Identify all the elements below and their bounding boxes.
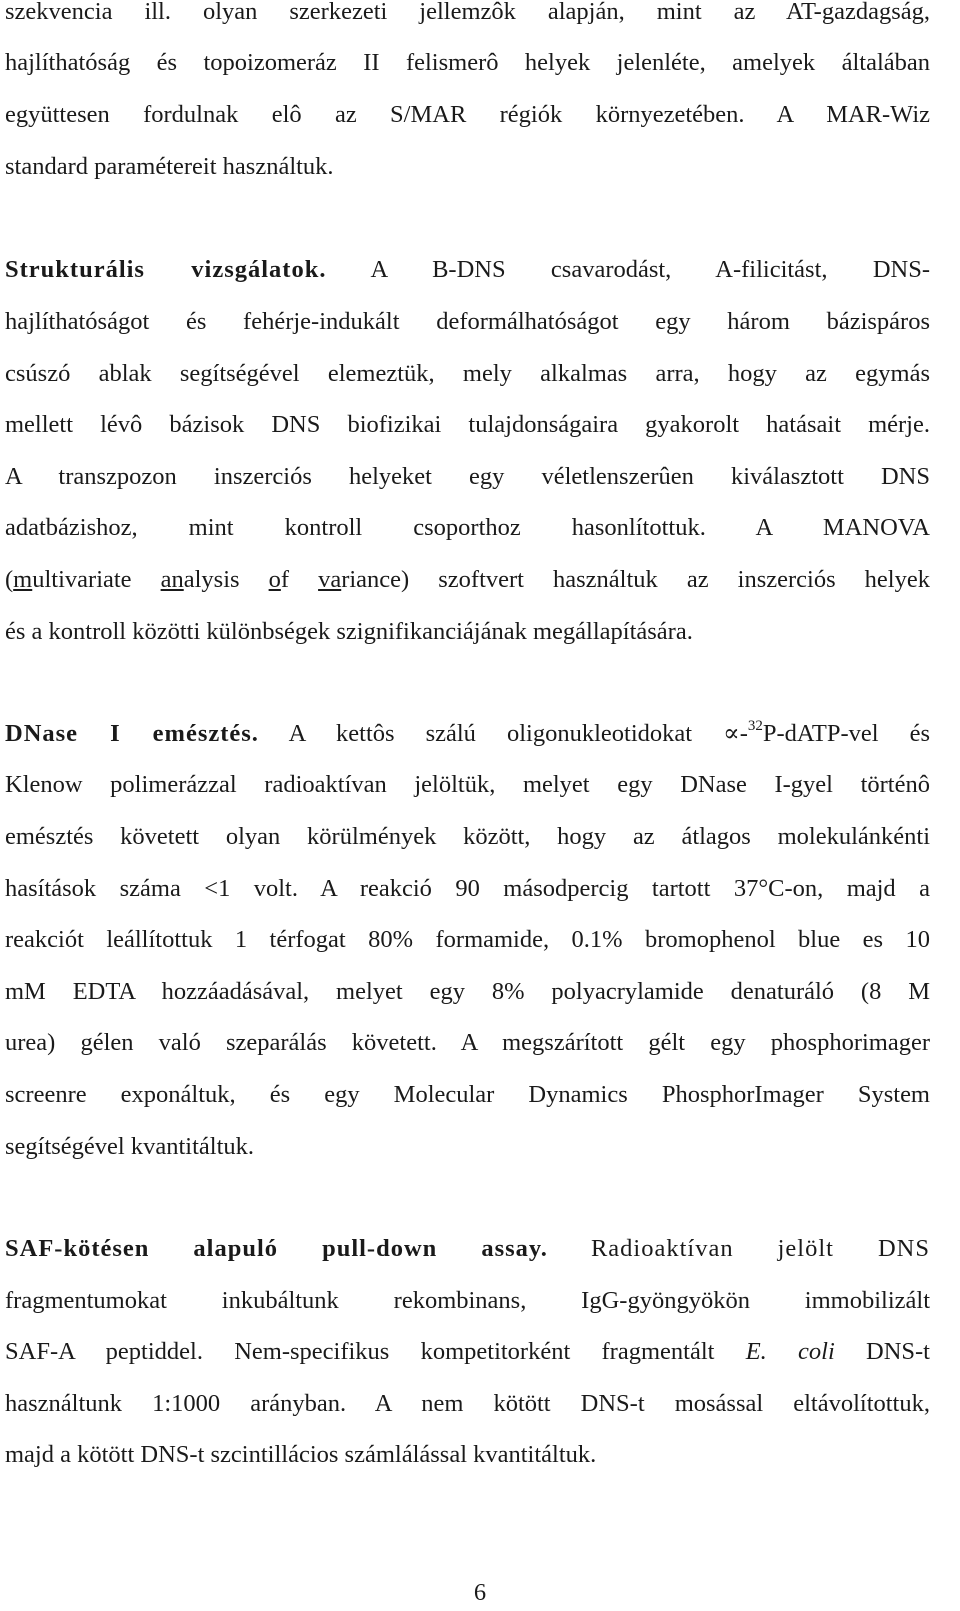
text-line: és a kontroll közötti különbségek szignifikanciájának megállapítására. bbox=[5, 618, 693, 645]
text-line: hajlíthatóság és topoizomeráz II felismerô helyek jelenléte, amelyek általában bbox=[5, 49, 930, 76]
section-heading: DNase I emésztés. bbox=[5, 720, 259, 747]
section-first-line bbox=[5, 255, 930, 285]
text-run: A kettôs szálú oligonukleotidokat bbox=[288, 720, 693, 747]
section-first-line bbox=[5, 719, 930, 749]
text-line: emésztés követett olyan körülmények között, hogy az átlagos molekulánkénti bbox=[5, 823, 930, 850]
text-line: mM EDTA hozzáadásával, melyet egy 8% polyacrylamide denaturáló (8 M bbox=[5, 978, 930, 1005]
section-heading: Strukturális vizsgálatok. bbox=[5, 256, 327, 283]
text-line: standard paramétereit használtuk. bbox=[5, 153, 334, 180]
text-run: A B-DNS csavarodást, A-filicitást, DNS- bbox=[370, 256, 931, 283]
text-line: majd a kötött DNS-t szcintillácios számlálással kvantitáltuk. bbox=[5, 1441, 597, 1468]
text-line: szekvencia ill. olyan szerkezeti jellemzôk alapján, mint az AT-gazdagság, bbox=[5, 0, 930, 25]
text-line: reakciót leállítottuk 1 térfogat 80% formamide, 0.1% bromophenol blue es 10 bbox=[5, 926, 930, 953]
section-first-line bbox=[5, 1234, 930, 1264]
text-line: hasítások száma <1 volt. A reakció 90 másodpercig tartott 37°C-on, majd a bbox=[5, 875, 930, 902]
text-run: Radioaktívan jelölt DNS bbox=[590, 1235, 930, 1262]
text-line: csúszó ablak segítségével elemeztük, mely alkalmas arra, hogy az egymás bbox=[5, 360, 930, 387]
text-line: (multivariate analysis of variance) szoftvert használtuk az inszerciós helyek bbox=[5, 566, 930, 593]
text-line: Klenow polimerázzal radioaktívan jelöltük, melyet egy DNase I-gyel történô bbox=[5, 771, 930, 798]
text-line: használtunk 1:1000 arányban. A nem kötött DNS-t mosással eltávolítottuk, bbox=[5, 1390, 930, 1417]
section-heading: SAF-kötésen alapuló pull-down assay. bbox=[5, 1235, 548, 1262]
text-run: ∝-$^{32}$P-dATP-vel és bbox=[723, 718, 931, 747]
text-line: segítségével kvantitáltuk. bbox=[5, 1133, 255, 1160]
text-line: hajlíthatóságot és fehérje-indukált deformálhatóságot egy három bázispáros bbox=[5, 308, 930, 335]
text-line: SAF-A peptiddel. Nem-specifikus kompetitorként fragmentált E. coli DNS-t bbox=[5, 1338, 930, 1365]
text-line: adatbázishoz, mint kontroll csoporthoz hasonlítottuk. A MANOVA bbox=[5, 514, 930, 541]
text-line: mellett lévô bázisok DNS biofizikai tulajdonságaira gyakorolt hatásait mérje. bbox=[5, 411, 930, 438]
text-line: urea) gélen való szeparálás követett. A megszárított gélt egy phosphorimager bbox=[5, 1029, 930, 1056]
isotope-superscript: 32 bbox=[747, 718, 763, 734]
page-number: 6 bbox=[473, 1579, 487, 1606]
text-line: A transzpozon inszerciós helyeket egy véletlenszerûen kiválasztott DNS bbox=[5, 463, 930, 490]
species-name: E. coli bbox=[745, 1338, 835, 1365]
text-line: fragmentumokat inkubáltunk rekombinans, IgG-gyöngyökön immobilizált bbox=[5, 1287, 930, 1314]
text-line: screenre exponáltuk, és egy Molecular Dynamics PhosphorImager System bbox=[5, 1081, 930, 1108]
text-line: együttesen fordulnak elô az S/MAR régiók környezetében. A MAR-Wiz bbox=[5, 101, 930, 128]
